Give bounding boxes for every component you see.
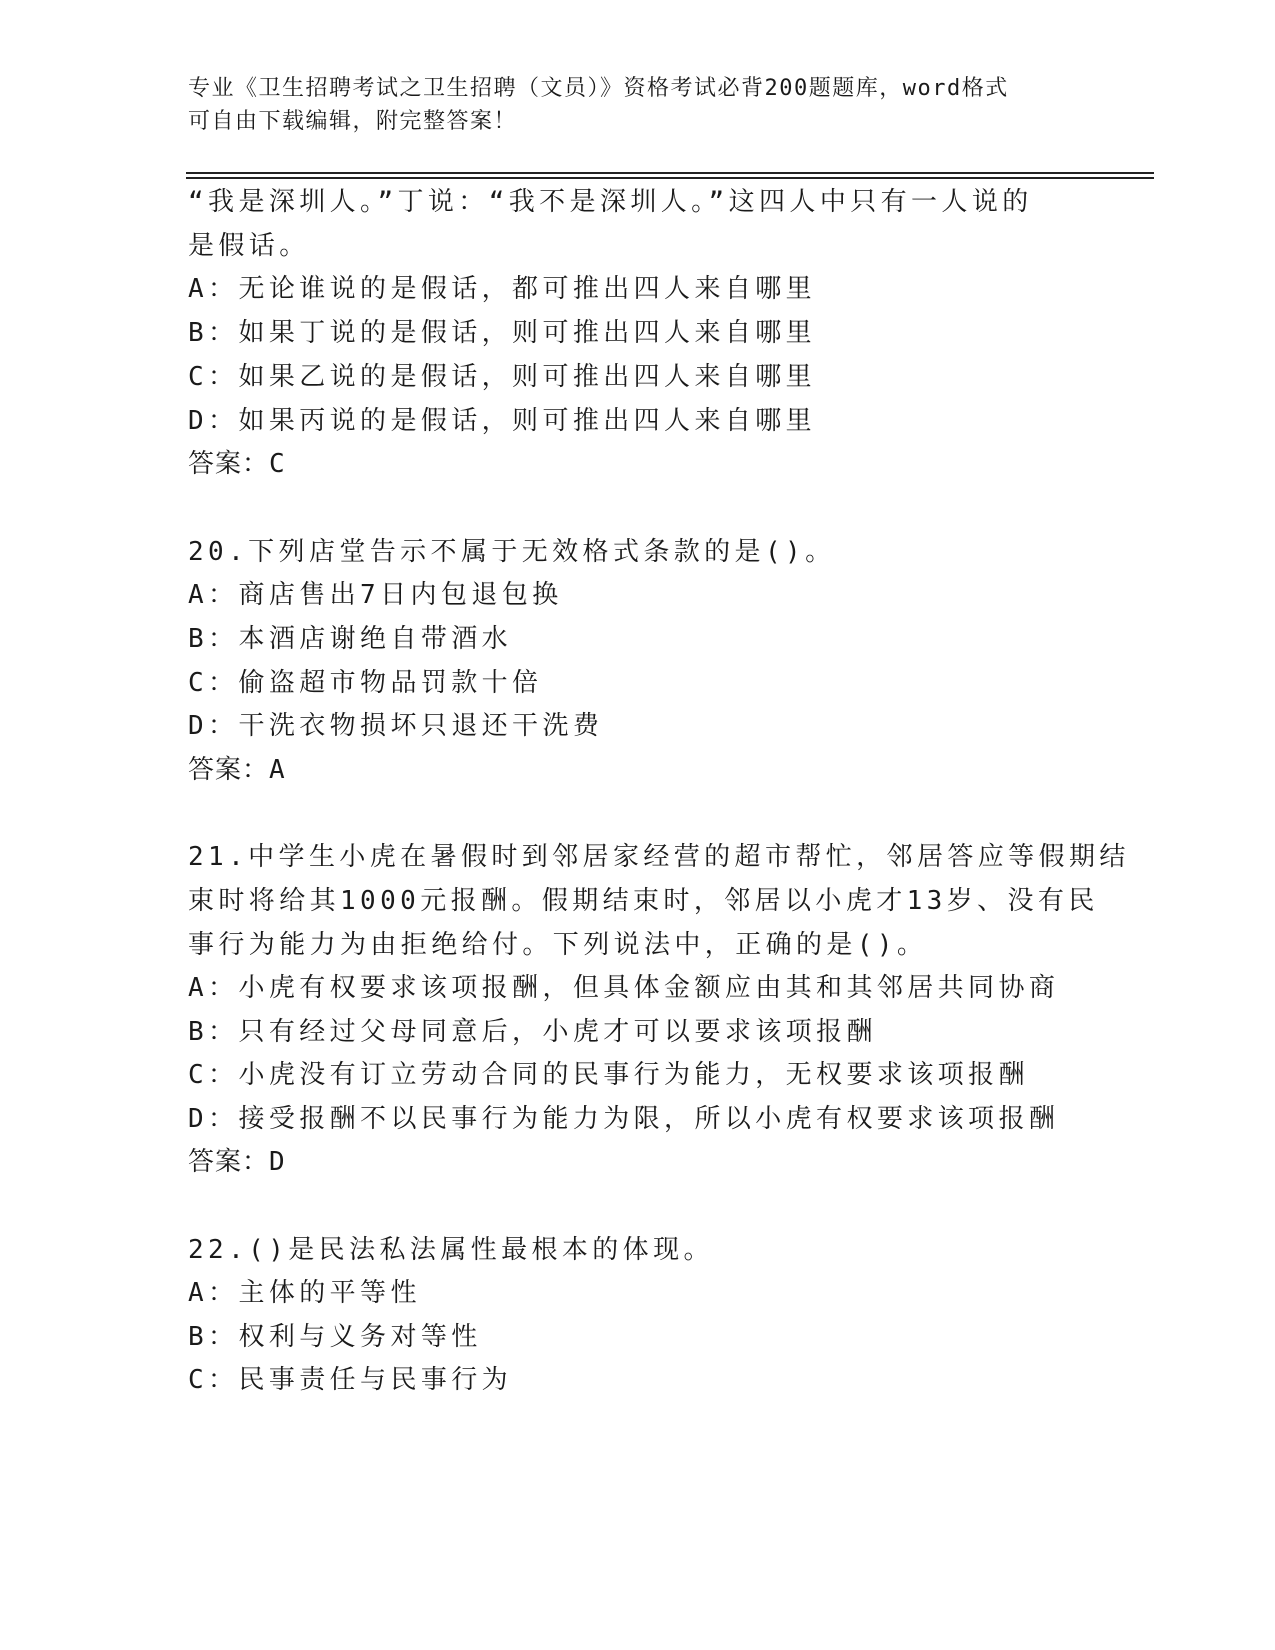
q20-option-c: C：偷盗超市物品罚款十倍 [188,668,543,698]
q21-stem-line-2: 束时将给其1000元报酬。假期结束时，邻居以小虎才13岁、没有民 [188,886,1099,916]
q19-stem-line-2: 是假话。 [188,231,310,261]
q21-option-b: B：只有经过父母同意后，小虎才可以要求该项报酬 [188,1017,877,1047]
document-header [188,72,1068,138]
q19-stem-line-1: “我是深圳人。”丁说：“我不是深圳人。”这四人中只有一人说的 [188,187,1033,217]
q19-option-d: D：如果丙说的是假话，则可推出四人来自哪里 [188,406,817,436]
q20-option-a: A：商店售出7日内包退包换 [188,580,563,610]
q21-stem-line-1: 21.中学生小虎在暑假时到邻居家经营的超市帮忙，邻居答应等假期结 [188,842,1130,872]
header-rule-top [186,172,1154,174]
q22-stem-line-1: 22.()是民法私法属性最根本的体现。 [188,1235,714,1265]
q20-answer: 答案：A [188,755,286,785]
q19-option-c: C：如果乙说的是假话，则可推出四人来自哪里 [188,362,817,392]
q21-option-a: A：小虎有权要求该项报酬，但具体金额应由其和其邻居共同协商 [188,973,1060,1003]
q22-option-a: A：主体的平等性 [188,1278,421,1308]
q22-option-b: B：权利与义务对等性 [188,1322,482,1352]
q21-answer: 答案：D [188,1147,286,1177]
q20-option-b: B：本酒店谢绝自带酒水 [188,624,513,654]
q19-option-a: A：无论谁说的是假话，都可推出四人来自哪里 [188,274,817,304]
header-line-2: 可自由下载编辑，附完整答案！ [188,109,518,134]
header-rule-bottom [186,177,1154,179]
q20-option-d: D：干洗衣物损坏只退还干洗费 [188,711,604,741]
q20-stem-line-1: 20.下列店堂告示不属于无效格式条款的是()。 [188,537,836,567]
q22-option-c: C：民事责任与民事行为 [188,1365,513,1395]
q19-option-b: B：如果丁说的是假话，则可推出四人来自哪里 [188,318,817,348]
q21-option-c: C：小虎没有订立劳动合同的民事行为能力，无权要求该项报酬 [188,1060,1029,1090]
q21-stem-line-3: 事行为能力为由拒绝给付。下列说法中，正确的是()。 [188,930,928,960]
q21-option-d: D：接受报酬不以民事行为能力为限，所以小虎有权要求该项报酬 [188,1104,1060,1134]
q19-answer: 答案：C [188,449,286,479]
header-line-1: 专业《卫生招聘考试之卫生招聘（文员）》资格考试必背200题题库，word格式 [188,76,1009,101]
